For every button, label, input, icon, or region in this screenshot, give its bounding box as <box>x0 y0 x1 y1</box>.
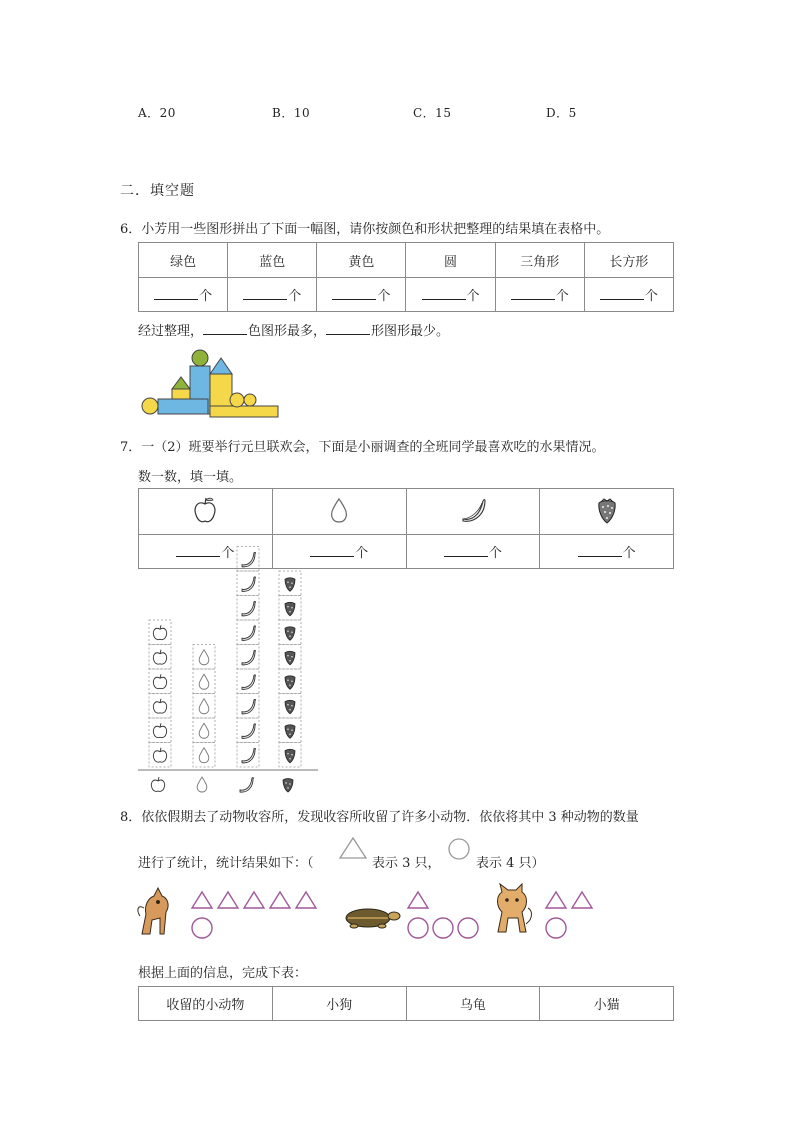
q7-table <box>138 488 674 569</box>
q6-header-row <box>139 243 674 278</box>
banana-cell <box>237 596 259 621</box>
q6-summary-c: 形图形最少。 <box>371 324 450 339</box>
unit-label: 个 <box>377 289 391 304</box>
unit-label: 个 <box>288 289 302 304</box>
blue-rect-wide <box>158 399 208 414</box>
dog-circle-mark <box>192 918 212 938</box>
dog-triangle-mark <box>270 892 290 908</box>
strawberry-column <box>279 571 301 767</box>
banana-label-icon <box>240 778 253 793</box>
dog-triangle-mark <box>244 892 264 908</box>
pear-cell <box>193 694 215 719</box>
q8-instruction: 根据上面的信息，完成下表： <box>138 966 308 981</box>
choice-c[interactable]: C．15 <box>413 106 452 120</box>
q6-table <box>138 242 674 312</box>
banana-cell <box>237 571 259 596</box>
yellow-rect-small <box>172 389 190 399</box>
banana-cell <box>237 620 259 645</box>
yellow-circle <box>142 398 158 414</box>
banana-icon <box>242 577 255 592</box>
q6-summary <box>138 320 449 339</box>
pear-icon <box>199 674 209 689</box>
q8-header-cat: 小猫 <box>540 987 674 1021</box>
strawberry-icon <box>285 627 295 641</box>
answer-blank[interactable] <box>422 287 466 300</box>
answer-blank[interactable] <box>332 287 376 300</box>
answer-blank[interactable] <box>310 544 354 557</box>
pear-cell <box>193 669 215 694</box>
apple-icon <box>153 723 166 737</box>
banana-icon <box>242 748 255 763</box>
q6-header-blue: 蓝色 <box>228 243 317 278</box>
choice-d[interactable]: D．5 <box>546 106 577 120</box>
q6-answer-cell[interactable] <box>406 278 495 312</box>
q6-header-triangle: 三角形 <box>495 243 584 278</box>
q8-text-2a: 进行了统计，统计结果如下：（ <box>138 856 314 871</box>
pear-icon <box>199 650 209 665</box>
banana-cell <box>237 743 259 768</box>
banana-cell <box>237 669 259 694</box>
q8-header-label: 收留的小动物 <box>139 987 273 1021</box>
q8-header-turtle: 乌龟 <box>406 987 540 1021</box>
green-triangle <box>172 377 190 389</box>
yellow-circle <box>230 393 244 407</box>
pear-icon <box>199 748 209 763</box>
cat-triangle-mark <box>546 892 566 908</box>
q7-text: 7．一（2）班要举行元旦联欢会，下面是小丽调查的全班同学最喜欢吃的水果情况。 <box>120 440 605 455</box>
strawberry-icon <box>285 676 295 690</box>
q5-choices <box>138 104 698 122</box>
unit-label: 个 <box>488 546 502 561</box>
apple-label-icon <box>151 777 164 791</box>
fruit-pictograph <box>138 570 322 796</box>
banana-cell <box>237 645 259 670</box>
q8-animal-chart <box>136 876 606 948</box>
q6-answer-cell[interactable] <box>317 278 406 312</box>
legend-triangle-icon <box>338 836 368 862</box>
banana-cell <box>237 694 259 719</box>
apple-cell <box>149 743 171 768</box>
answer-blank[interactable] <box>511 287 555 300</box>
apple-icon <box>153 699 166 713</box>
unit-label: 个 <box>355 546 369 561</box>
dog-triangle-mark <box>218 892 238 908</box>
unit-label: 个 <box>644 289 658 304</box>
answer-blank[interactable] <box>578 544 622 557</box>
pear-label-icon <box>197 777 207 792</box>
strawberry-icon <box>285 749 295 763</box>
apple-icon <box>190 495 220 525</box>
q6-answer-cell[interactable] <box>139 278 228 312</box>
banana-icon <box>242 626 255 641</box>
q6-header-yellow: 黄色 <box>317 243 406 278</box>
q6-header-circle: 圆 <box>406 243 495 278</box>
choice-a[interactable]: A．20 <box>138 106 176 120</box>
banana-icon <box>242 650 255 665</box>
q6-answer-row <box>139 278 674 312</box>
answer-blank-color[interactable] <box>203 322 247 335</box>
strawberry-icon <box>592 495 622 525</box>
q6-header-rectangle: 长方形 <box>584 243 673 278</box>
q6-shapes-picture <box>140 348 282 420</box>
turtle-triangle-mark <box>408 892 428 908</box>
q7-answer-row <box>139 535 674 569</box>
q8-legend-circ: 表示 4 只） <box>476 856 545 871</box>
answer-blank-shape[interactable] <box>326 322 370 335</box>
apple-icon <box>153 674 166 688</box>
strawberry-label-icon <box>283 779 293 793</box>
banana-icon <box>242 699 255 714</box>
banana-column <box>237 547 259 768</box>
yellow-circle <box>244 394 256 406</box>
turtle-circle-mark <box>433 918 453 938</box>
q6-answer-cell[interactable] <box>584 278 673 312</box>
banana-icon <box>242 601 255 616</box>
apple-icon <box>153 748 166 762</box>
answer-blank[interactable] <box>444 544 488 557</box>
q6-answer-cell[interactable] <box>228 278 317 312</box>
q7-answer-cell[interactable] <box>406 535 540 569</box>
answer-blank[interactable] <box>600 287 644 300</box>
answer-blank[interactable] <box>154 287 198 300</box>
strawberry-icon <box>285 700 295 714</box>
cat-circle-mark <box>546 918 566 938</box>
q6-text: 6．小芳用一些图形拼出了下面一幅图，请你按颜色和形状把整理的结果填在表格中。 <box>120 222 610 237</box>
banana-icon <box>242 675 255 690</box>
apple-cell <box>149 645 171 670</box>
apple-cell <box>149 669 171 694</box>
apple-cell <box>149 694 171 719</box>
cat-triangle-mark <box>572 892 592 908</box>
q7-answer-cell[interactable] <box>540 535 674 569</box>
apple-cell <box>149 718 171 743</box>
cat-icon <box>498 884 532 932</box>
green-circle <box>192 350 208 366</box>
yellow-rect-long <box>210 406 278 417</box>
strawberry-icon <box>285 578 295 592</box>
blue-triangle <box>210 358 232 374</box>
pear-icon <box>324 495 354 525</box>
strawberry-icon <box>285 651 295 665</box>
q8-text-2 <box>138 852 314 871</box>
q8-header-row <box>139 987 674 1021</box>
apple-cell <box>149 620 171 645</box>
q7-answer-cell[interactable] <box>272 535 406 569</box>
answer-blank[interactable] <box>243 287 287 300</box>
pear-cell <box>193 718 215 743</box>
apple-column <box>149 620 171 767</box>
q6-answer-cell[interactable] <box>495 278 584 312</box>
q8-header-dog: 小狗 <box>272 987 406 1021</box>
turtle-circle-mark <box>458 918 478 938</box>
strawberry-icon <box>285 725 295 739</box>
q6-summary-a: 经过整理， <box>138 324 204 339</box>
unit-label: 个 <box>221 546 235 561</box>
unit-label: 个 <box>199 289 213 304</box>
banana-cell <box>237 718 259 743</box>
banana-icon <box>458 495 488 525</box>
unit-label: 个 <box>622 546 636 561</box>
apple-icon <box>153 650 166 664</box>
dog-icon <box>138 888 168 934</box>
turtle-circle-mark <box>408 918 428 938</box>
choice-b[interactable]: B．10 <box>272 106 311 120</box>
pear-cell <box>193 743 215 768</box>
pear-icon <box>199 699 209 714</box>
turtle-icon <box>346 909 400 928</box>
answer-blank[interactable] <box>176 544 220 557</box>
pear-cell <box>193 645 215 670</box>
strawberry-icon <box>285 602 295 616</box>
q8-legend-tri: 表示 3 只， <box>372 856 441 871</box>
pear-icon <box>199 723 209 738</box>
q7-fruit-row <box>139 489 674 535</box>
dog-triangle-mark <box>296 892 316 908</box>
q6-header-green: 绿色 <box>139 243 228 278</box>
q8-text-1: 8．依依假期去了动物收容所，发现收容所收留了许多小动物．依依将其中 3 种动物的数量 <box>120 810 639 825</box>
banana-icon <box>242 724 255 739</box>
pear-column <box>193 645 215 768</box>
q8-table <box>138 986 674 1021</box>
legend-circle-icon <box>446 836 472 862</box>
apple-icon <box>153 625 166 639</box>
unit-label: 个 <box>466 289 480 304</box>
section-title: 二．填空题 <box>120 183 195 199</box>
q7-sub: 数一数，填一填。 <box>138 470 243 485</box>
dog-triangle-mark <box>192 892 212 908</box>
unit-label: 个 <box>555 289 569 304</box>
q6-summary-b: 色图形最多， <box>248 324 327 339</box>
